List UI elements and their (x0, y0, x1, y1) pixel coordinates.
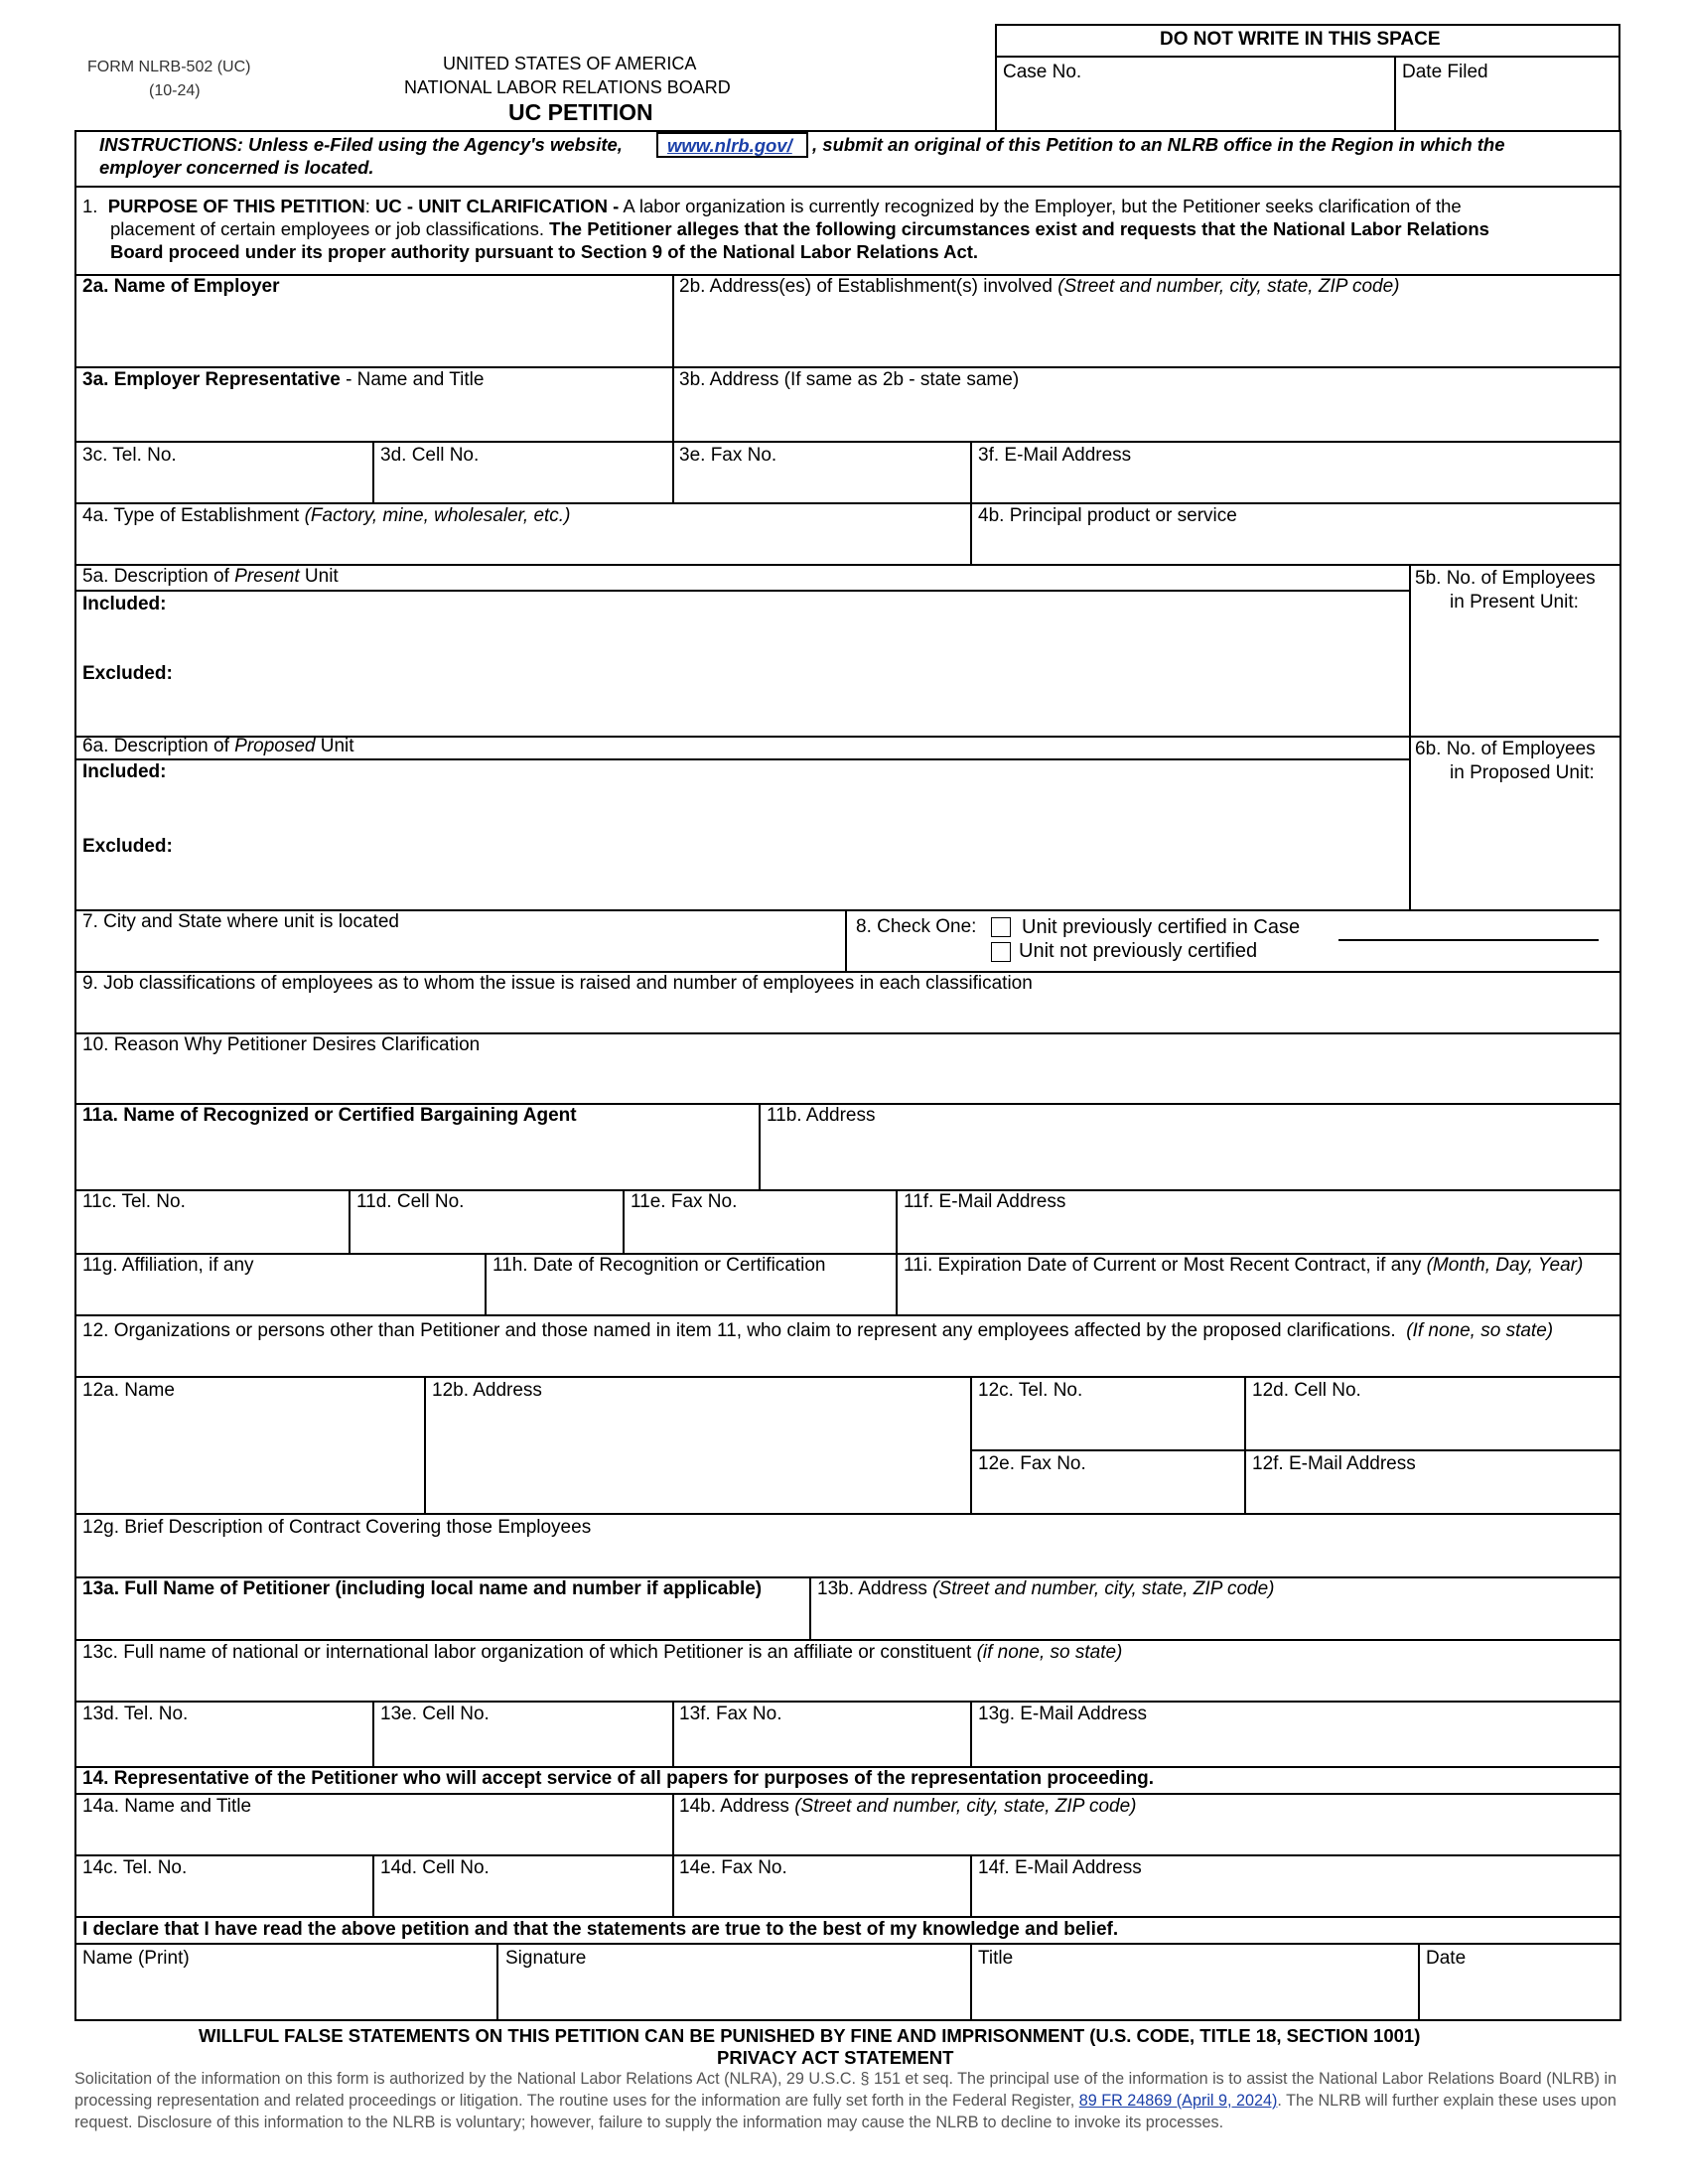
date-field[interactable] (1423, 1972, 1617, 2019)
present-count-field[interactable] (1414, 615, 1617, 735)
representative-cell-label: 14d. Cell No. (380, 1857, 490, 1878)
representative-name-label: 14a. Name and Title (82, 1796, 252, 1817)
case-no-field[interactable] (1003, 85, 1386, 129)
unit-location-field[interactable] (79, 935, 840, 969)
petitioner-email-field[interactable] (975, 1727, 1617, 1764)
other-fax-label: 12e. Fax No. (978, 1453, 1086, 1474)
representative-email-label: 14f. E-Mail Address (978, 1857, 1142, 1878)
certified-option-label: Unit previously certified in Case (1022, 916, 1301, 938)
proposed-count-label-1: 6b. No. of Employees (1415, 739, 1596, 759)
employer-fax-field[interactable] (677, 469, 965, 500)
national-organization-field[interactable] (79, 1666, 1617, 1700)
representative-tel-label: 14c. Tel. No. (82, 1857, 188, 1878)
principal-product-label: 4b. Principal product or service (978, 505, 1237, 526)
agent-cell-label: 11d. Cell No. (356, 1191, 465, 1212)
proposed-included-field[interactable] (79, 784, 1404, 836)
proposed-count-field[interactable] (1414, 786, 1617, 907)
employer-rep-address-field[interactable] (677, 393, 1617, 441)
establishment-address-field[interactable] (677, 300, 1617, 367)
present-count-label-1: 5b. No. of Employees (1415, 568, 1596, 589)
representative-tel-field[interactable] (79, 1881, 367, 1914)
agent-tel-label: 11c. Tel. No. (82, 1191, 186, 1212)
federal-register-link[interactable]: 89 FR 24869 (April 9, 2024) (1078, 2092, 1278, 2110)
bargaining-agent-label: 11a. Name of Recognized or Certified Bargaining Agent (82, 1105, 577, 1126)
other-tel-field[interactable] (975, 1404, 1239, 1447)
purpose-line-1: 1. PURPOSE OF THIS PETITION: UC - UNIT CLARIFICATION - A labor organization is currently recognized by the Employer, but the Petitioner seeks clarification of the (82, 196, 1462, 216)
other-name-field[interactable] (79, 1404, 419, 1511)
contract-expiration-field[interactable] (901, 1279, 1617, 1312)
employer-fax-label: 3e. Fax No. (679, 445, 777, 466)
clarification-reason-label: 10. Reason Why Petitioner Desires Clarification (82, 1034, 481, 1055)
employer-rep-label: 3a. Employer Representative - Name and Title (82, 369, 485, 390)
agent-address-label: 11b. Address (767, 1105, 876, 1126)
signature-field[interactable] (501, 1972, 965, 2019)
employer-tel-label: 3c. Tel. No. (82, 445, 177, 466)
agent-cell-field[interactable] (353, 1215, 618, 1251)
employer-cell-field[interactable] (377, 469, 667, 500)
present-excluded-label: Excluded: (82, 663, 173, 684)
agent-email-field[interactable] (901, 1215, 1617, 1251)
present-unit-label: 5a. Description of Present Unit (82, 566, 339, 587)
petitioner-cell-field[interactable] (377, 1727, 667, 1764)
agent-email-label: 11f. E-Mail Address (904, 1191, 1066, 1212)
job-classifications-label: 9. Job classifications of employees as to whom the issue is raised and number of employees in each classification (82, 973, 1033, 994)
unit-location-label: 7. City and State where unit is located (82, 911, 399, 932)
petitioner-tel-label: 13d. Tel. No. (82, 1704, 189, 1724)
privacy-line-2: processing representation and related proceedings or litigation. The routine uses for the information are fully set forth in the Federal Register, 89 FR 24869 (April 9, 2024). The NLRB will further explain these uses upon (74, 2092, 1617, 2110)
principal-product-field[interactable] (975, 529, 1617, 562)
not-certified-option-label: Unit not previously certified (1019, 940, 1258, 962)
form-title: UC PETITION (508, 99, 653, 125)
petitioner-fax-label: 13f. Fax No. (679, 1704, 782, 1724)
website-link[interactable]: www.nlrb.gov/ (667, 135, 792, 156)
proposed-included-label: Included: (82, 761, 167, 782)
privacy-line-1: Solicitation of the information on this form is authorized by the National Labor Relations Act (NLRA), 29 U.S.C. § 151 et seq. The principal use of the information is to assist the National Labor Relations Board (NLRB) in (74, 2070, 1618, 2088)
proposed-unit-label: 6a. Description of Proposed Unit (82, 736, 354, 756)
check-one-label: 8. Check One: (856, 916, 977, 937)
date-filed-field[interactable] (1402, 85, 1615, 129)
employer-tel-field[interactable] (79, 469, 367, 500)
agency-line-1: UNITED STATES OF AMERICA (443, 54, 697, 73)
other-address-label: 12b. Address (432, 1380, 542, 1401)
declaration-statement: I declare that I have read the above petition and that the statements are true to the best of my knowledge and belief. (82, 1919, 1119, 1940)
clarification-reason-field[interactable] (79, 1058, 1617, 1102)
national-organization-label: 13c. Full name of national or international labor organization of which Petitioner is an affiliate or constituent (if none, so state) (82, 1642, 1123, 1663)
agency-line-2: NATIONAL LABOR RELATIONS BOARD (404, 77, 731, 97)
present-excluded-field[interactable] (79, 687, 1404, 735)
other-representatives-label: 12. Organizations or persons other than Petitioner and those named in item 11, who claim to represent any employees affected by the proposed clarifications. (If none, so state) (82, 1320, 1554, 1341)
representative-email-field[interactable] (975, 1881, 1617, 1914)
date-filed-label: Date Filed (1402, 62, 1488, 82)
employer-name-label: 2a. Name of Employer (82, 276, 280, 297)
agent-fax-field[interactable] (628, 1215, 891, 1251)
privacy-line-3: request. Disclosure of this information to the NLRB is voluntary; however, failure to supply the information may cause the NLRB to decline to invoke its processes. (74, 2114, 1224, 2131)
establishment-type-label: 4a. Type of Establishment (Factory, mine, wholesaler, etc.) (82, 505, 571, 526)
petitioner-name-field[interactable] (79, 1602, 804, 1637)
instructions-text-continued: , submit an original of this Petition to an NLRB office in the Region in which the (812, 134, 1505, 155)
other-tel-label: 12c. Tel. No. (978, 1380, 1083, 1401)
representative-name-field[interactable] (79, 1820, 667, 1852)
representative-address-field[interactable] (677, 1820, 1617, 1852)
present-included-field[interactable] (79, 615, 1404, 665)
other-fax-field[interactable] (975, 1477, 1239, 1511)
present-count-label-2: in Present Unit: (1450, 592, 1579, 613)
instructions-line-2: employer concerned is located. (99, 157, 374, 178)
date-label: Date (1426, 1948, 1467, 1969)
other-name-label: 12a. Name (82, 1380, 175, 1401)
proposed-excluded-field[interactable] (79, 860, 1404, 907)
purpose-line-2: placement of certain employees or job classifications. The Petitioner alleges that the following circumstances exist and requests that the National Labor Relations (110, 218, 1489, 239)
employer-email-label: 3f. E-Mail Address (978, 445, 1132, 466)
other-address-field[interactable] (429, 1404, 965, 1511)
petitioner-cell-label: 13e. Cell No. (380, 1704, 490, 1724)
instructions-text: INSTRUCTIONS: Unless e-Filed using the Agency's website, (99, 134, 623, 155)
representative-address-label: 14b. Address (Street and number, city, state, ZIP code) (679, 1796, 1137, 1817)
purpose-line-3: Board proceed under its proper authority pursuant to Section 9 of the National Labor Relations Act. (110, 241, 979, 262)
other-email-field[interactable] (1249, 1477, 1617, 1511)
contract-description-label: 12g. Brief Description of Contract Covering those Employees (82, 1517, 592, 1538)
affiliation-field[interactable] (79, 1279, 480, 1312)
website-link-box[interactable] (656, 132, 808, 158)
recognition-date-field[interactable] (490, 1279, 891, 1312)
case-number-line[interactable] (1338, 939, 1599, 941)
recognition-date-label: 11h. Date of Recognition or Certification (492, 1255, 826, 1276)
employer-email-field[interactable] (975, 469, 1617, 500)
representative-fax-field[interactable] (677, 1881, 965, 1914)
form-revision: (10-24) (149, 82, 201, 99)
print-name-label: Name (Print) (82, 1948, 190, 1969)
privacy-act-title: PRIVACY ACT STATEMENT (717, 2047, 954, 2068)
petitioner-email-label: 13g. E-Mail Address (978, 1704, 1148, 1724)
form-code: FORM NLRB-502 (UC) (87, 59, 251, 75)
employer-name-field[interactable] (79, 300, 667, 367)
bargaining-agent-field[interactable] (79, 1129, 754, 1187)
not-certified-checkbox[interactable] (991, 942, 1011, 962)
representative-fax-label: 14e. Fax No. (679, 1857, 787, 1878)
employer-cell-label: 3d. Cell No. (380, 445, 480, 466)
print-name-field[interactable] (79, 1972, 492, 2019)
other-cell-field[interactable] (1249, 1404, 1617, 1447)
agent-fax-label: 11e. Fax No. (631, 1191, 738, 1212)
employer-rep-address-label: 3b. Address (If same as 2b - state same) (679, 369, 1020, 390)
other-cell-label: 12d. Cell No. (1252, 1380, 1361, 1401)
present-included-label: Included: (82, 594, 167, 614)
representative-heading: 14. Representative of the Petitioner who will accept service of all papers for purposes of the representation proceeding. (82, 1768, 1155, 1789)
signature-label: Signature (505, 1948, 587, 1969)
petitioner-address-label: 13b. Address (Street and number, city, state, ZIP code) (817, 1578, 1275, 1599)
contract-description-field[interactable] (79, 1541, 1617, 1574)
false-statement-warning: WILLFUL FALSE STATEMENTS ON THIS PETITION CAN BE PUNISHED BY FINE AND IMPRISONMENT (U.S. CODE, TITLE 18, SECTION 1001) (199, 2025, 1421, 2046)
petitioner-name-label: 13a. Full Name of Petitioner (including local name and number if applicable) (82, 1578, 763, 1599)
office-use-title: DO NOT WRITE IN THIS SPACE (1160, 29, 1441, 50)
petitioner-tel-field[interactable] (79, 1727, 367, 1764)
other-email-label: 12f. E-Mail Address (1252, 1453, 1416, 1474)
contract-expiration-label: 11i. Expiration Date of Current or Most Recent Contract, if any (Month, Day, Year) (904, 1255, 1584, 1276)
agent-address-field[interactable] (764, 1129, 1617, 1187)
affiliation-label: 11g. Affiliation, if any (82, 1255, 254, 1276)
petitioner-fax-field[interactable] (677, 1727, 965, 1764)
proposed-count-label-2: in Proposed Unit: (1450, 762, 1595, 783)
title-label: Title (978, 1948, 1014, 1969)
establishment-address-label: 2b. Address(es) of Establishment(s) involved (Street and number, city, state, ZIP code) (679, 276, 1400, 297)
case-no-label: Case No. (1003, 62, 1082, 82)
job-classifications-field[interactable] (79, 997, 1617, 1030)
title-field[interactable] (975, 1972, 1413, 2019)
petitioner-address-field[interactable] (814, 1602, 1617, 1637)
certified-checkbox[interactable] (991, 917, 1011, 937)
establishment-type-field[interactable] (79, 529, 965, 562)
employer-rep-field[interactable] (79, 393, 667, 441)
representative-cell-field[interactable] (377, 1881, 667, 1914)
agent-tel-field[interactable] (79, 1215, 344, 1251)
proposed-excluded-label: Excluded: (82, 836, 173, 857)
